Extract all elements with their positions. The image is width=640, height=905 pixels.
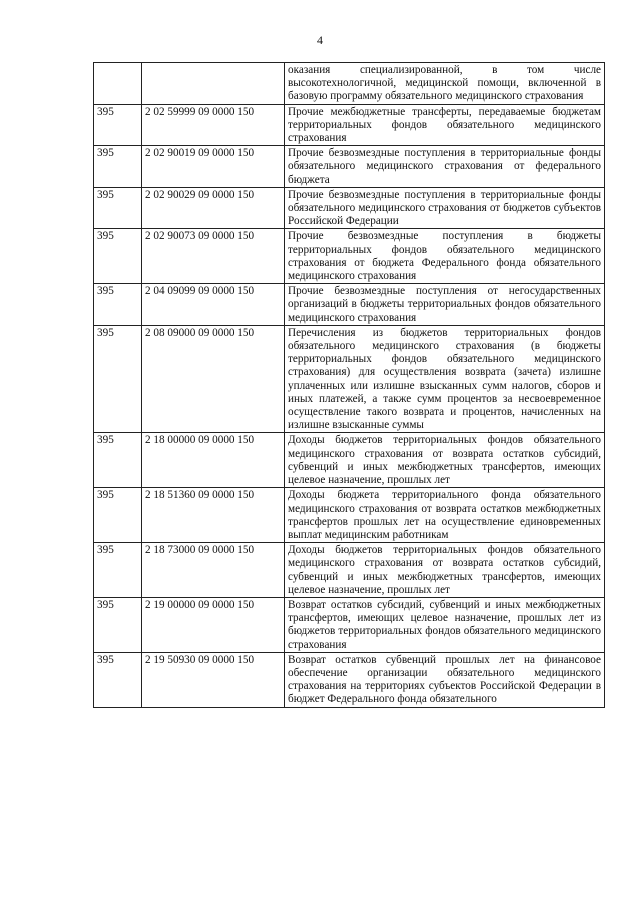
table-row — [94, 146, 605, 188]
description-cell: Возврат остатков субвенций прошлых лет на финансовое обеспечение организации обязательного медицинского страхования на территориях субъектов Российской Федерации в бюджет Федерального фонда обязательного — [285, 652, 605, 707]
budget-code-cell: 2 02 90073 09 0000 150 — [142, 229, 285, 284]
page-number: 4 — [317, 33, 323, 47]
table-row — [94, 433, 605, 488]
admin-code-cell: 395 — [94, 597, 142, 652]
description-cell: Прочие безвозмездные поступления в территориальные фонды обязательного медицинского страхования от бюджетов субъектов Российской Федерации — [285, 187, 605, 229]
budget-codes-table — [93, 62, 605, 708]
budget-code-cell: 2 08 09000 09 0000 150 — [142, 325, 285, 433]
admin-code-cell: 395 — [94, 543, 142, 598]
admin-code-cell: 395 — [94, 187, 142, 229]
table-row — [94, 488, 605, 543]
admin-code-cell: 395 — [94, 104, 142, 146]
description-cell: Доходы бюджетов территориальных фондов обязательного медицинского страхования от возврата остатков субсидий, субвенций и иных межбюджетных трансфертов, имеющих целевое назначение, прошлых лет — [285, 543, 605, 598]
admin-code-cell: 395 — [94, 229, 142, 284]
table-row — [94, 63, 605, 105]
description-cell: Возврат остатков субсидий, субвенций и иных межбюджетных трансфертов, имеющих целевое назначение, прошлых лет из бюджетов территориальных фондов обязательного медицинского страхования — [285, 597, 605, 652]
budget-code-cell: 2 19 50930 09 0000 150 — [142, 652, 285, 707]
table-row — [94, 597, 605, 652]
table-row — [94, 284, 605, 326]
budget-code-cell — [142, 63, 285, 105]
budget-code-cell: 2 04 09099 09 0000 150 — [142, 284, 285, 326]
table-row — [94, 543, 605, 598]
description-cell: Прочие безвозмездные поступления в территориальные фонды обязательного медицинского страхования от федерального бюджета — [285, 146, 605, 188]
table-row — [94, 229, 605, 284]
table-row — [94, 104, 605, 146]
description-cell: Доходы бюджетов территориальных фондов обязательного медицинского страхования от возврата остатков субсидий, субвенций и иных межбюджетных трансфертов, имеющих целевое назначение, прошлых лет — [285, 433, 605, 488]
budget-code-cell: 2 02 59999 09 0000 150 — [142, 104, 285, 146]
description-cell: Прочие межбюджетные трансферты, передаваемые бюджетам территориальных фондов обязательного медицинского страхования — [285, 104, 605, 146]
admin-code-cell: 395 — [94, 652, 142, 707]
admin-code-cell: 395 — [94, 284, 142, 326]
description-cell: Доходы бюджета территориального фонда обязательного медицинского страхования от возврата остатков межбюджетных трансфертов прошлых лет на осуществление единовременных выплат медицинским работникам — [285, 488, 605, 543]
admin-code-cell: 395 — [94, 325, 142, 433]
admin-code-cell: 395 — [94, 146, 142, 188]
admin-code-cell — [94, 63, 142, 105]
description-cell: Прочие безвозмездные поступления в бюджеты территориальных фондов обязательного медицинского страхования от бюджета Федерального фонда обязательного медицинского страхования — [285, 229, 605, 284]
admin-code-cell: 395 — [94, 488, 142, 543]
budget-code-cell: 2 02 90029 09 0000 150 — [142, 187, 285, 229]
description-cell: оказания специализированной, в том числе высокотехнологичной, медицинской помощи, включенной в базовую программу обязательного медицинского страхования — [285, 63, 605, 105]
budget-code-cell: 2 18 73000 09 0000 150 — [142, 543, 285, 598]
admin-code-cell: 395 — [94, 433, 142, 488]
budget-code-cell: 2 18 00000 09 0000 150 — [142, 433, 285, 488]
table-row — [94, 187, 605, 229]
budget-code-cell: 2 02 90019 09 0000 150 — [142, 146, 285, 188]
budget-code-cell: 2 19 00000 09 0000 150 — [142, 597, 285, 652]
description-cell: Перечисления из бюджетов территориальных фондов обязательного медицинского страхования (в бюджеты территориальных фондов обязательного медицинского страхования) для осуществления возврата (зачета) излишне уплаченных или излишне взысканных сумм налогов, сборов и иных платежей, а также сумм процентов за несвоевременное осуществление такого возврата и процентов, начисленных на излишне взысканные суммы — [285, 325, 605, 433]
table-row — [94, 652, 605, 707]
budget-code-cell: 2 18 51360 09 0000 150 — [142, 488, 285, 543]
description-cell: Прочие безвозмездные поступления от негосударственных организаций в бюджеты территориальных фондов обязательного медицинского страхования — [285, 284, 605, 326]
table-row — [94, 325, 605, 433]
